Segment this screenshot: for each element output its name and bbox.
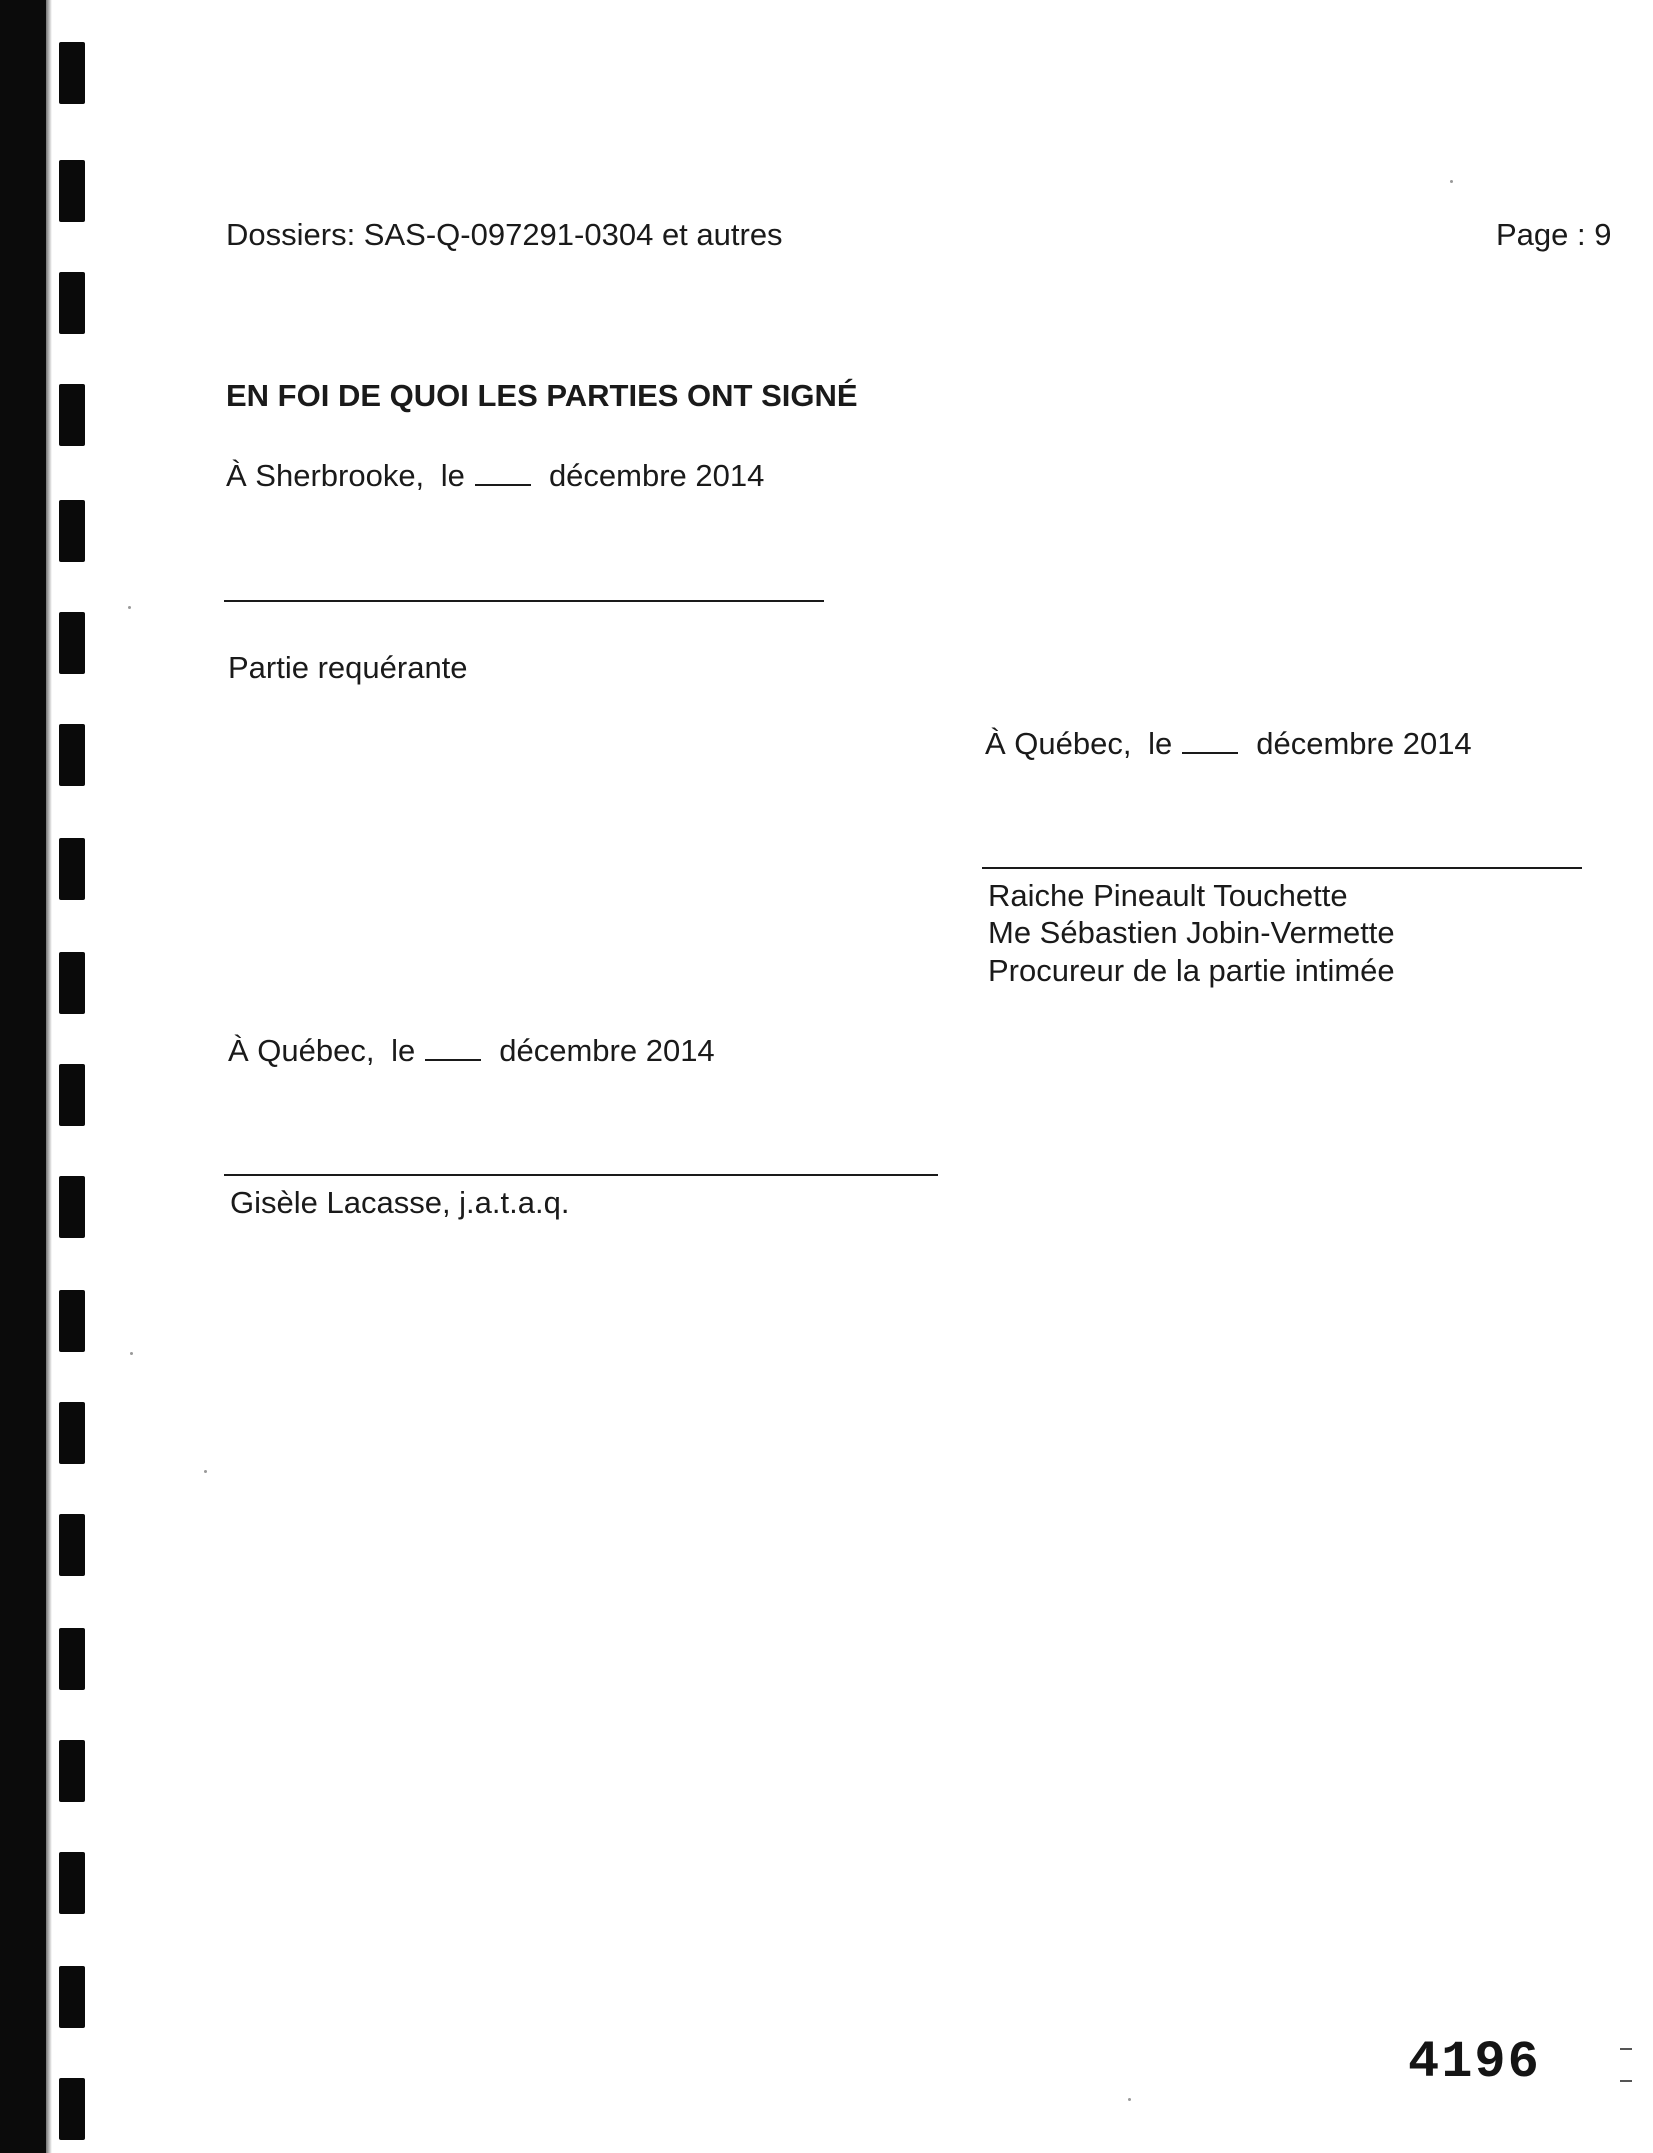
punch-hole	[59, 160, 85, 222]
scan-speck	[130, 1352, 133, 1355]
month-year: décembre 2014	[1256, 726, 1472, 761]
quebec-left-date-line	[228, 1033, 715, 1069]
signature-line-judge	[224, 1174, 938, 1176]
scan-mark	[1620, 2080, 1632, 2082]
month-year: décembre 2014	[499, 1033, 715, 1068]
punch-hole	[59, 384, 85, 446]
signature-line-intimee	[982, 867, 1582, 869]
day-blank	[425, 1039, 481, 1061]
stamped-page-number: 4196	[1408, 2033, 1541, 2092]
scan-speck	[1128, 2098, 1131, 2101]
punch-hole	[59, 42, 85, 104]
punch-hole	[59, 952, 85, 1014]
punch-hole	[59, 1966, 85, 2028]
day-blank	[1182, 732, 1238, 754]
scan-speck	[1450, 180, 1453, 183]
punch-hole	[59, 838, 85, 900]
scan-edge	[0, 0, 46, 2153]
quebec-right-date-line	[985, 726, 1472, 762]
signature-line-requerante	[224, 600, 824, 602]
scan-speck	[204, 1470, 207, 1473]
punch-hole	[59, 1740, 85, 1802]
punch-hole	[59, 2078, 85, 2140]
punch-hole	[59, 1514, 85, 1576]
place-label: À Québec,	[228, 1033, 375, 1068]
dossier-reference: Dossiers: SAS-Q-097291-0304 et autres	[226, 217, 783, 252]
punch-hole	[59, 1064, 85, 1126]
punch-hole	[59, 1402, 85, 1464]
day-blank	[475, 464, 531, 486]
firm-name: Raiche Pineault Touchette	[988, 878, 1348, 913]
signatory-judge: Gisèle Lacasse, j.a.t.a.q.	[230, 1185, 570, 1220]
punch-hole	[59, 612, 85, 674]
signatory-requerante: Partie requérante	[228, 650, 468, 685]
signature-heading: EN FOI DE QUOI LES PARTIES ONT SIGNÉ	[226, 378, 858, 413]
punch-hole	[59, 724, 85, 786]
month-year: décembre 2014	[548, 458, 765, 493]
place-label: À Sherbrooke,	[226, 458, 425, 493]
punch-hole	[59, 500, 85, 562]
punch-hole	[59, 1290, 85, 1352]
punch-hole	[59, 1176, 85, 1238]
punch-hole	[59, 1628, 85, 1690]
le-label: le	[391, 1033, 416, 1068]
punch-hole	[59, 1852, 85, 1914]
attorney-role: Procureur de la partie intimée	[988, 953, 1395, 988]
le-label: le	[1148, 726, 1173, 761]
le-label: le	[440, 458, 465, 493]
scan-speck	[128, 606, 131, 609]
page-number: Page : 9	[1496, 217, 1612, 252]
attorney-name: Me Sébastien Jobin-Vermette	[988, 915, 1395, 950]
punch-hole	[59, 272, 85, 334]
scan-mark	[1620, 2048, 1632, 2050]
sherbrooke-date-line	[226, 458, 764, 494]
place-label: À Québec,	[985, 726, 1132, 761]
